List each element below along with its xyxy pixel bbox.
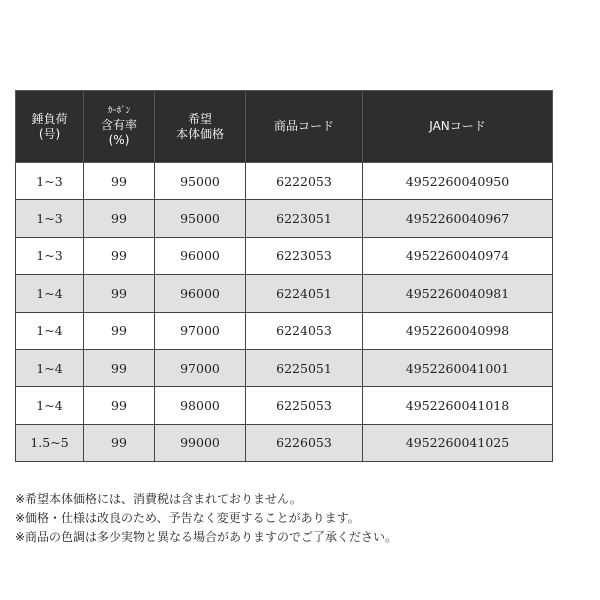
cell-weight-load: 1.5~5 [16, 424, 84, 461]
cell-price: 96000 [155, 237, 246, 274]
footnote-spec-change: ※価格・仕様は改良のため、予告なく変更することがあります。 [15, 511, 360, 525]
cell-carbon-content: 99 [84, 387, 155, 424]
table-row [16, 200, 553, 237]
header-text: 本体価格 [175, 126, 224, 141]
cell-product-code: 6225053 [246, 387, 363, 424]
cell-weight-load: 1~4 [16, 349, 84, 386]
header-text: 錘負荷 [31, 111, 68, 126]
cell-price: 95000 [155, 163, 246, 200]
cell-product-code: 6222053 [246, 163, 363, 200]
cell-product-code: 6224051 [246, 275, 363, 312]
cell-weight-load: 1~3 [16, 200, 84, 237]
cell-jan-code: 4952260040967 [363, 200, 553, 237]
table-row [16, 387, 553, 424]
footnote-tax: ※希望本体価格には、消費税は含まれておりません。 [15, 492, 302, 506]
table-row [16, 424, 553, 461]
cell-price: 97000 [155, 312, 246, 349]
header-text: JANコード [429, 119, 486, 133]
cell-carbon-content: 99 [84, 312, 155, 349]
header-product-code [246, 91, 363, 163]
footnotes [15, 490, 585, 547]
table-row [16, 275, 553, 312]
cell-carbon-content: 99 [84, 163, 155, 200]
header-carbon-content [84, 91, 155, 163]
header-text: ｶｰﾎﾞﾝ [107, 106, 131, 116]
header-text: (%) [108, 133, 130, 147]
cell-carbon-content: 99 [84, 349, 155, 386]
table-row [16, 312, 553, 349]
cell-jan-code: 4952260041025 [363, 424, 553, 461]
cell-jan-code: 4952260040950 [363, 163, 553, 200]
cell-jan-code: 4952260040974 [363, 237, 553, 274]
table-row [16, 237, 553, 274]
header-price [155, 91, 246, 163]
spec-table [15, 90, 553, 462]
cell-product-code: 6226053 [246, 424, 363, 461]
cell-weight-load: 1~4 [16, 387, 84, 424]
cell-product-code: 6225051 [246, 349, 363, 386]
table-row [16, 163, 553, 200]
cell-jan-code: 4952260041001 [363, 349, 553, 386]
footnote-color-variation: ※商品の色調は多少実物と異なる場合がありますのでご了承ください。 [15, 530, 398, 544]
cell-carbon-content: 99 [84, 424, 155, 461]
cell-carbon-content: 99 [84, 200, 155, 237]
cell-carbon-content: 99 [84, 275, 155, 312]
cell-product-code: 6223051 [246, 200, 363, 237]
cell-weight-load: 1~4 [16, 312, 84, 349]
cell-product-code: 6224053 [246, 312, 363, 349]
header-text: (号) [38, 126, 61, 141]
cell-jan-code: 4952260041018 [363, 387, 553, 424]
cell-price: 98000 [155, 387, 246, 424]
cell-jan-code: 4952260040981 [363, 275, 553, 312]
header-text: 商品コード [273, 119, 334, 133]
cell-price: 99000 [155, 424, 246, 461]
table-header-row [16, 91, 553, 163]
cell-weight-load: 1~3 [16, 163, 84, 200]
cell-weight-load: 1~3 [16, 237, 84, 274]
table-row [16, 349, 553, 386]
cell-price: 97000 [155, 349, 246, 386]
header-weight-load [16, 91, 84, 163]
cell-jan-code: 4952260040998 [363, 312, 553, 349]
header-text: 希望 [187, 111, 212, 126]
cell-price: 96000 [155, 275, 246, 312]
cell-product-code: 6223053 [246, 237, 363, 274]
header-text: 含有率 [100, 118, 137, 132]
cell-weight-load: 1~4 [16, 275, 84, 312]
cell-carbon-content: 99 [84, 237, 155, 274]
header-jan-code [363, 91, 553, 163]
cell-price: 95000 [155, 200, 246, 237]
